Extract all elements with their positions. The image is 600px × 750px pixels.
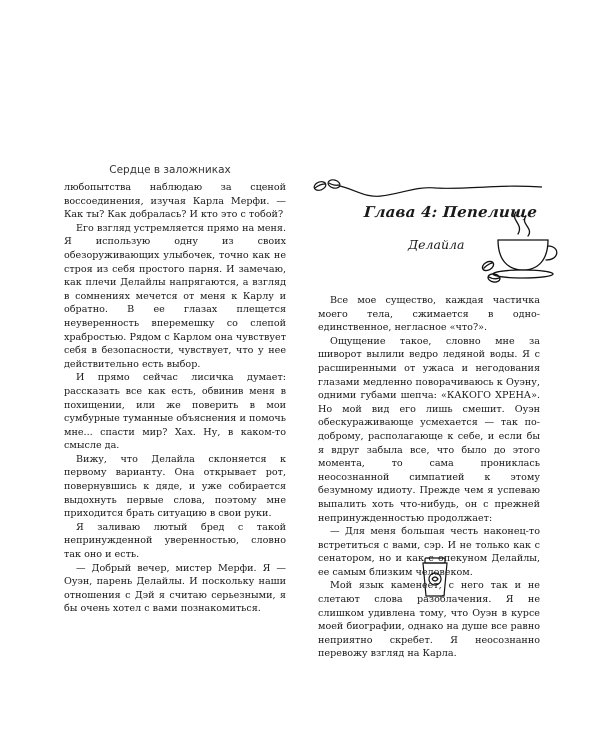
left-page-text (64, 181, 286, 616)
right-page-text (318, 294, 540, 661)
paragraph: И прямо сейчас лисичка думает: рассказать все как есть, обвинив меня в похищении, или же поверить в мои сумбурные туманные объяснения и помочь мне... спасти мир? Хах. Ну, в каком-то смысле да. (64, 372, 286, 452)
paragraph: Вижу, что Делайла склоняется к первому варианту. Она открывает рот, повернувшись к дяде, и уже собирается выдохнуть первые слова, поэтому мне приходится брать ситуацию в свои руки. (64, 453, 286, 520)
chapter-subtitle: Делайла (408, 237, 465, 252)
paragraph: — Для меня большая честь наконец-то встретиться с вами, сэр. И не только как с сенатором, но и как с опекуном Делайлы, ее самым близким человеком. (318, 526, 540, 578)
right-page (300, 0, 600, 750)
paragraph: Ощущение такое, словно мне за шиворот вылили ведро ледяной воды. Я с расширенными от ужаса и негодования глазами медленно поворачиваюсь к Оуэну, одними губами шепча: «КАКОГО ХРЕНА». Но мой вид его лишь смешит. Оуэн обескураживающе усмехается — так по-доброму, располагающе к себе, и если бы я вдруг забыла все, что было до этого момента, то сама прониклась неосознанной симпатией к этому безумному идиоту. Прежде чем я успеваю выпалить хоть что-нибудь, он с прежней непринужденностью продолжает: (318, 335, 540, 524)
paragraph: Я заливаю лютый бред с такой непринужденной уверенностью, словно так оно и есть. (64, 521, 286, 561)
paragraph: Его взгляд устремляется прямо на меня. Я использую одну из своих обезоруживающих улыбочек, точно как не строя из себя простого парня. И замечаю, как плечи Делайлы напрягаются, а взгляд в сомнениях мечется от меня к Карлу и обратно. В ее глазах плещется неуверенность вперемешку со слепой храбростью. Рядом с Карлом она чувствует себя в безопасности, чувствует, что у нее действительно есть выбор. (64, 222, 286, 370)
coffee-beans-flourish-icon (306, 176, 546, 206)
coffee-cup-icon (478, 208, 570, 284)
running-head: Сердце в заложниках (109, 164, 231, 176)
takeaway-cup-icon (420, 556, 450, 598)
chapter-title: Глава 4: Пепелище (363, 203, 538, 221)
paragraph: — Добрый вечер, мистер Мерфи. Я — Оуэн, парень Делайлы. И поскольку наши отношения с Дэй я считаю серьезными, я бы очень хотел с вами познакомиться. (64, 562, 286, 615)
paragraph: Все мое существо, каждая частичка моего тела, сжимается в одно-единственное, негласное «что?». (318, 295, 540, 334)
paragraph: Мой язык каменеет, с него так и не слетают слова разоблачения. Я не слишком удивлена тому, что Оуэн в курсе моей биографии, однако на душе все равно неприятно скребет. Я неосознанно перевожу взгляд на Карла. (318, 580, 540, 660)
paragraph: любопытства наблюдаю за сценой воссоединения, изучая Карла Мерфи. — Как ты? Как добралась? И кто это с тобой? (64, 182, 286, 221)
